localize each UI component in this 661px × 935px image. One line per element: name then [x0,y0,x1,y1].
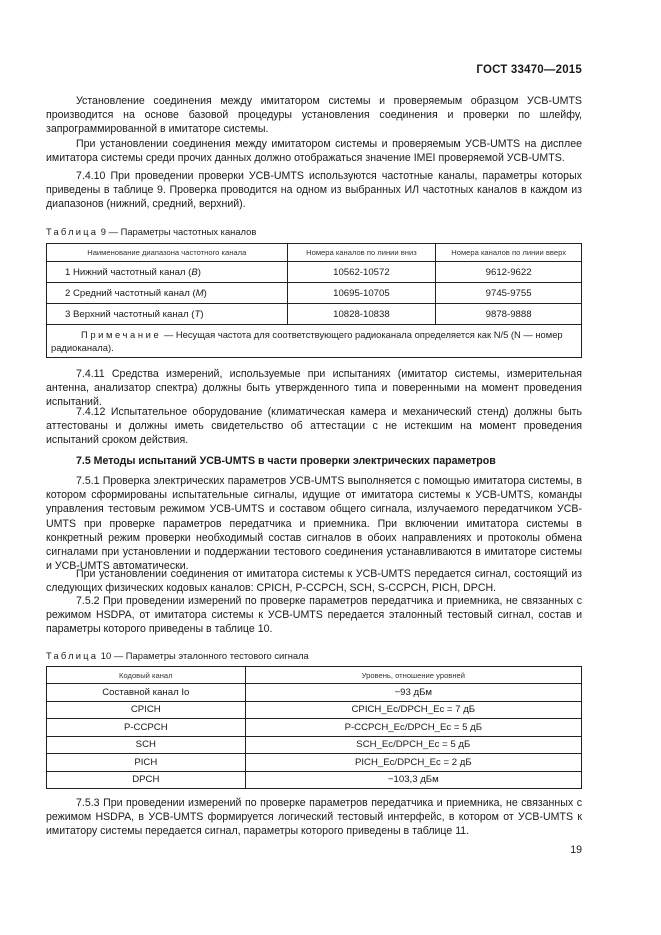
table10-caption: Таблица 10 — Параметры эталонного тестового сигнала [46,650,309,661]
table9-band-name: 1 Нижний частотный канал (B) [47,262,288,283]
table10-level: SCH_Ec/DPCH_Ec = 5 дБ [245,736,581,754]
page-number: 19 [570,844,582,856]
table9-downlink-value: 10695-10705 [287,283,436,304]
paragraph-7-4-12: 7.4.12 Испытательное оборудование (климатическая камера и механический стенд) должны быть аттестованы и должны иметь свидетельство об аттестации с не истекшим на момент проведения испытаний сроком действия. [46,406,582,447]
table9-band-name: 3 Верхний частотный канал (T) [47,304,288,325]
table9-uplink-value: 9745-9755 [436,283,582,304]
table9-caption: Таблица 9 — Параметры частотных каналов [46,226,257,237]
table10-level: −93 дБм [245,684,581,702]
paragraph-7-5-2: 7.5.2 При проведении измерений по проверке параметров передатчика и приемника, не связанных с режимом HSDPA, от имитатора системы к УСВ-UMTS передается эталонный тестовый сигнал, состав и параметры которого приведены в таблице 10. [46,595,582,636]
table9-header-band: Наименование диапазона частотного канала [47,244,288,262]
table10-channel: SCH [47,736,246,754]
table10-header-channel: Кодовый канал [47,667,246,684]
table9-uplink-value: 9878-9888 [436,304,582,325]
table-row [47,754,582,772]
table9-header-downlink: Номера каналов по линии вниз [287,244,436,262]
table-row [47,283,582,304]
table10-level: CPICH_Ec/DPCH_Ec = 7 дБ [245,701,581,719]
table10-level: PICH_Ec/DPCH_Ec = 2 дБ [245,754,581,772]
table10-level: P-CCPCH_Ec/DPCH_Ec = 5 дБ [245,719,581,737]
table10-channel: CPICH [47,701,246,719]
table10-header-level: Уровень, отношение уровней [245,667,581,684]
table9-downlink-value: 10828-10838 [287,304,436,325]
table-row [47,262,582,283]
table-row [47,684,582,702]
table10-channel: DPCH [47,771,246,789]
table9-downlink-value: 10562-10572 [287,262,436,283]
table9-frequency-channels [46,243,582,358]
table9-header-uplink: Номера каналов по линии вверх [436,244,582,262]
paragraph-7-4-10: 7.4.10 При проведении проверки УСВ-UMTS используются частотные каналы, параметры которых приведены в таблице 9. Проверка проводится на одном из выбранных ИЛ частотных каналов в каждом из диапазонов (нижний, средний, верхний). [46,170,582,211]
table-row [47,719,582,737]
table-row [47,736,582,754]
standard-code: ГОСТ 33470—2015 [476,64,582,76]
paragraph-initial-signal: При установлении соединения от имитатора системы к УСВ-UMTS передается сигнал, состоящий из следующих физических кодовых каналов: CPICH, P-CCPCH, SCH, S-CCPCH, PICH, DPCH. [46,568,582,595]
table10-channel: PICH [47,754,246,772]
paragraph-imei-display: При установлении соединения между имитатором системы и проверяемым УСВ-UMTS на дисплее имитатора системы среди прочих данных должно отображаться значение IMEI проверяемой УСВ-UMTS. [46,138,582,165]
paragraph-connection-setup: Установление соединения между имитатором системы и проверяемым образцом УСВ-UMTS производится на основе базовой процедуры установления соединения и проверки по шлейфу, запрограммированной в имитаторе системы. [46,95,582,136]
table9-note: Примечание — Несущая частота для соответствующего радиоканала определяется как N/5 (N — номер радиоканала). [47,325,582,358]
table10-level: −103,3 дБм [245,771,581,789]
paragraph-7-4-11: 7.4.11 Средства измерений, используемые при испытаниях (имитатор системы, измерительная антенна, анализатор спектра) должны быть утвержденного типа и поверенными на момент проведения испытаний. [46,368,582,409]
section-title: 7.5 Методы испытаний УСВ-UMTS в части проверки электрических параметров [76,455,496,467]
table9-note-row [47,325,582,358]
table9-band-name: 2 Средний частотный канал (M) [47,283,288,304]
table-row [47,771,582,789]
paragraph-7-5-1: 7.5.1 Проверка электрических параметров УСВ-UMTS выполняется с помощью имитатора системы, в котором сформированы испытательные сигналы, идущие от имитатора системы к УСВ-UMTS, команды управления тестовым режимом УСВ-UMTS и составом общего сигнала, излучаемого передатчиком УСВ-UMTS при проверке параметров передатчика и приемника. При включении имитатора системы в конкретный режим проверки необходимый состав сигналов в обоих направлениях и протоколы обмена сигналами при установлении и поддержании тестового соединения устанавливаются в имитаторе системы и УСВ-UMTS автоматически. [46,475,582,573]
table10-channel: P-CCPCH [47,719,246,737]
paragraph-7-5-3: 7.5.3 При проведении измерений по проверке параметров передатчика и приемника, не связанных с режимом HSDPA, в УСВ-UMTS формируется логический тестовый интерфейс, в котором от УСВ-UMTS к имитатору системы передается сигнал, параметры которого приведены в таблице 11. [46,797,582,838]
table10-header-row [47,667,582,684]
table-row [47,701,582,719]
table9-uplink-value: 9612-9622 [436,262,582,283]
table10-reference-signal [46,666,582,789]
table9-header-row [47,244,582,262]
table10-channel: Составной канал Io [47,684,246,702]
table-row [47,304,582,325]
